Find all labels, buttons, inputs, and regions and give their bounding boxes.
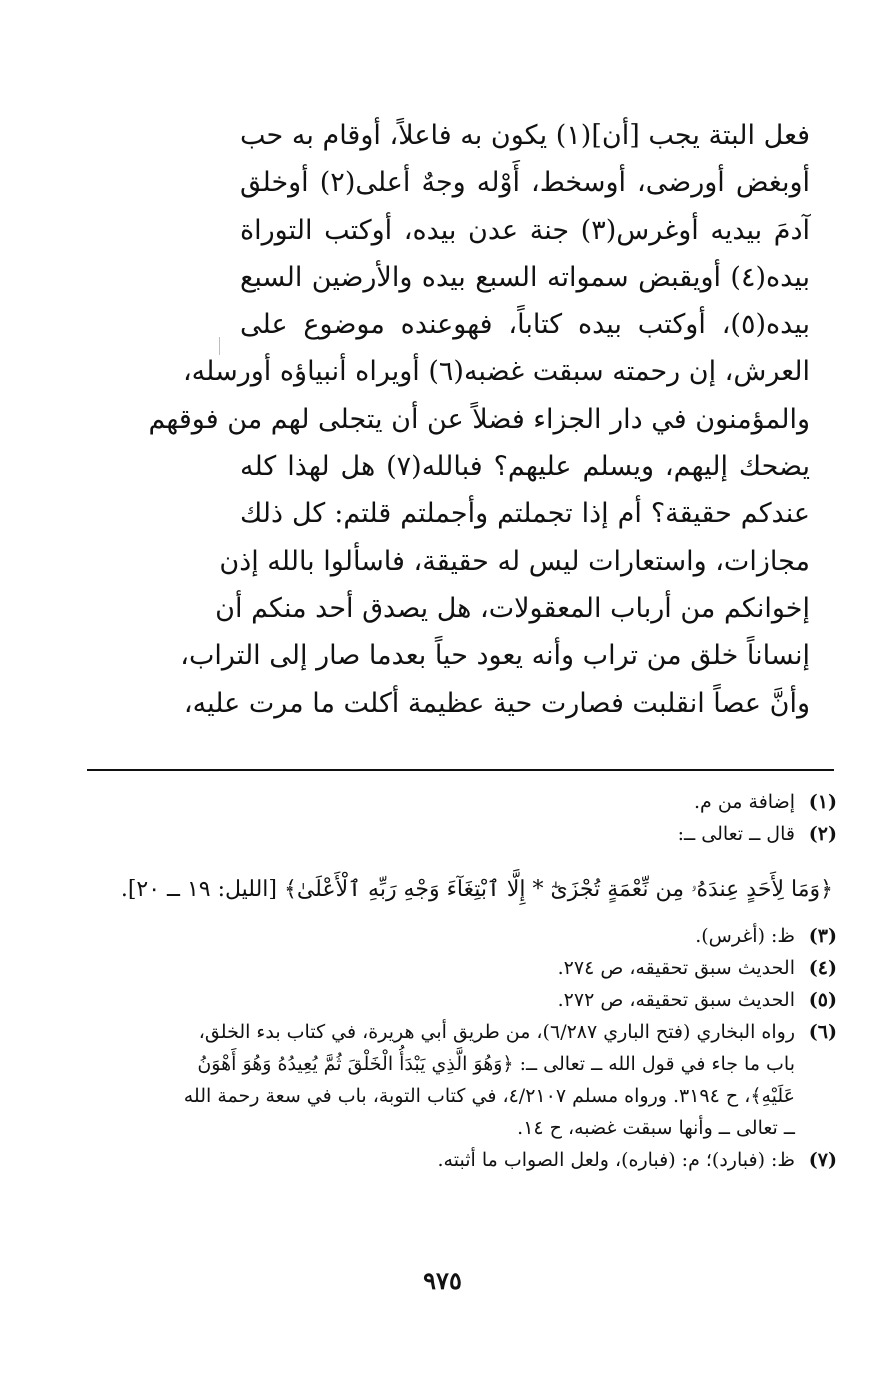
main-text-line: آدمَ بيديه أوغرس(٣) جنة عدن بيده، أوكتب التوراة: [240, 214, 811, 246]
footnote-5: [92, 984, 837, 1016]
main-text-line: العرش، إن رحمته سبقت غضبه(٦) أويراه أنبياؤه أورسله،: [182, 356, 810, 388]
main-text-line: والمؤمنون في دار الجزاء فضلاً عن أن يتجلى لهم من فوقهم: [148, 403, 810, 435]
footnote-2: [92, 818, 837, 850]
footnote-text: عَلَيْهِ﴾، ح ٣١٩٤. ورواه مسلم ٤/٢١٠٧، في كتاب التوبة، باب في سعة رحمة الله: [183, 1085, 795, 1107]
footnote-text: الحديث سبق تحقيقه، ص ٢٧٢.: [557, 989, 795, 1011]
footnote-body: [92, 952, 795, 984]
main-text-line: وأنَّ عصاً انقلبت فصارت حية عظيمة أكلت ما مرت عليه،: [183, 687, 810, 719]
footnote-body: [92, 1016, 795, 1144]
footnote-text: ــ تعالى ــ وأنها سبقت غضبه، ح ١٤.: [517, 1117, 795, 1139]
main-text-line: بيده(٤) أويقبض سمواته السبع بيده والأرضين السبع: [240, 261, 810, 293]
footnote-number: (٤): [808, 957, 837, 979]
footnote-4: [92, 952, 837, 984]
footnote-body: [92, 786, 795, 818]
footnote-text: رواه البخاري (فتح الباري ٦/٢٨٧)، من طريق أبي هريرة، في كتاب بدء الخلق،: [198, 1021, 795, 1043]
footnote-text: إضافة من م.: [694, 791, 795, 813]
quran-verse: ﴿وَمَا لِأَحَدٍ عِندَهُۥ مِن نِّعْمَةٍ تُجْزَىٰٓ * إِلَّا ٱبْتِغَآءَ وَجْهِ رَبِّهِ ٱلْأَعْلَىٰ﴾ [الليل: ١٩ ــ ٢٠].: [120, 877, 833, 902]
main-text-line: فعل البتة يجب [أن](١) يكون به فاعلاً، أوقام به حب: [240, 120, 811, 151]
page-number: ٩٧٥: [423, 1266, 462, 1295]
footnotes: [92, 786, 837, 1176]
footnote-separator: [87, 769, 834, 771]
footnote-number: (١): [808, 791, 837, 813]
footnote-body: [92, 1144, 795, 1176]
footnote-3: [92, 920, 837, 952]
footnote-number: (٦): [808, 1021, 837, 1043]
footnote-7: [92, 1144, 837, 1176]
main-text-line: بيده(٥)، أوكتب بيده كتاباً، فهوعنده موضوع على: [240, 309, 810, 341]
footnote-6: [92, 1016, 837, 1144]
main-text-line: مجازات، واستعارات ليس له حقيقة، فاسألوا بالله إذن: [219, 545, 810, 577]
footnote-number: (٧): [808, 1149, 837, 1171]
footnote-1: [92, 786, 837, 818]
footnote-text: ظ: (فبارد)؛ م: (فباره)، ولعل الصواب ما أثبته.: [437, 1149, 795, 1171]
main-text-line: يضحك إليهم، ويسلم عليهم؟ فبالله(٧) هل لهذا كله: [240, 451, 810, 483]
footnote-number: (٥): [808, 989, 837, 1011]
main-text-line: إخوانكم من أرباب المعقولات، هل يصدق أحد منكم أن: [215, 592, 810, 624]
footnote-body: [92, 984, 795, 1016]
margin-mark: [219, 337, 220, 355]
footnote-number: (٢): [808, 823, 837, 845]
footnote-text: الحديث سبق تحقيقه، ص ٢٧٤.: [557, 957, 795, 979]
footnote-text: قال ــ تعالى ــ:: [677, 823, 795, 845]
footnote-number: (٣): [808, 925, 837, 947]
main-text-line: عندكم حقيقة؟ أم إذا تجملتم وأجملتم قلتم: كل ذلك: [240, 498, 810, 530]
footnote-text: ظ: (أغرس).: [695, 925, 795, 947]
footnote-body: [92, 920, 795, 952]
footnote-text: باب ما جاء في قول الله ــ تعالى ــ: ﴿وَهُوَ الَّذِي يَبْدَأُ الْخَلْقَ ثُمَّ يُعِيدُهُ وَهُوَ أَهْوَنُ: [197, 1053, 795, 1075]
main-text-line: أوبغض أورضى، أوسخط، أَوْله وجهٌ أعلى(٢) أوخلق: [240, 167, 810, 199]
main-text: [148, 112, 811, 727]
main-text-line: إنساناً خلق من تراب وأنه يعود حياً بعدما صار إلى التراب،: [180, 640, 810, 672]
footnote-body: [92, 818, 795, 850]
